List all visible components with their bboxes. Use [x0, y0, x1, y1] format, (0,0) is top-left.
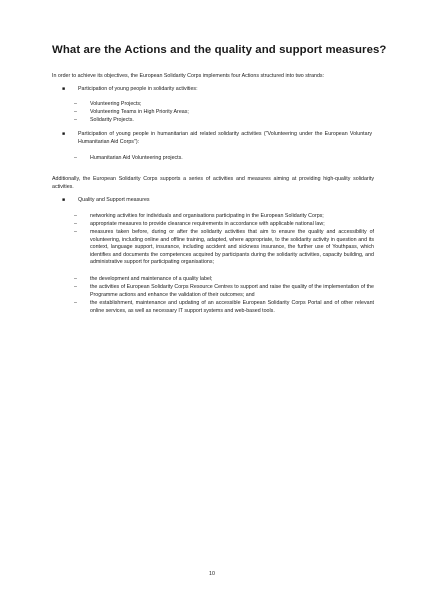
bullet-quality [62, 197, 372, 205]
intro-paragraph: In order to achieve its objectives, the European Solidarity Corps implements four Actions structured into two strands: [52, 73, 325, 79]
list-item-text: the activities of European Solidarity Corps Resource Centres to support and raise the quality of the implementation of the Programme actions and enhance the validation of their outcomes; and [90, 284, 374, 298]
list-item-text: networking activities for individuals and organisations participating in the European Solidarity Corps; [90, 213, 324, 219]
dash-icon: – [74, 155, 77, 161]
list-item-text: the establishment, maintenance and updating of an accessible European Solidarity Corps Portal and of other relevant online services, as well as necessary IT support systems and web-based tools. [90, 300, 374, 314]
dash-icon: – [74, 101, 77, 107]
list-item-text: Volunteering Teams in High Priority Areas; [90, 109, 189, 115]
dash-icon: – [74, 117, 77, 123]
list-item [74, 117, 374, 125]
list-item [74, 221, 374, 229]
list-item-text: Volunteering Projects; [90, 101, 142, 107]
list-item [74, 300, 374, 315]
dash-icon: – [74, 300, 77, 306]
list-item-text: Solidarity Projects. [90, 117, 134, 123]
strand-2-label: Participation of young people in humanitarian aid related solidarity activities ("Volunteering under the European Voluntary Humanitarian Aid Corps"): [78, 131, 372, 145]
list-item [74, 229, 374, 267]
list-item [74, 213, 374, 221]
strand-1-label: Participation of young people in solidarity activities: [78, 86, 198, 92]
list-item-text: measures taken before, during or after the solidarity activities that aim to ensure the quality and accessibility of volunteering, including online and offline training, adapted, where appropriate, to the solidarity activity in question and its context, language support, insurance, including accident and sickness insurance, the further use of Youthpass, which identifies and documents the competences acquired by participants during the solidarity activities, capacity building, and administrative support for participating organisations; [90, 229, 374, 266]
list-item [74, 276, 374, 284]
list-item [74, 155, 374, 163]
list-item-text: the development and maintenance of a quality label; [90, 276, 213, 282]
bullet-strand-2 [62, 131, 372, 146]
list-item [74, 284, 374, 299]
bullet-icon: ■ [62, 86, 66, 92]
dash-icon: – [74, 221, 77, 227]
list-item-text: appropriate measures to provide clearance requirements in accordance with applicable national law; [90, 221, 325, 227]
dash-icon: – [74, 109, 77, 115]
dash-icon: – [74, 229, 77, 235]
dash-icon: – [74, 284, 77, 290]
page-title: What are the Actions and the quality and support measures? [52, 44, 387, 56]
dash-icon: – [74, 276, 77, 282]
quality-label: Quality and Support measures [78, 197, 150, 203]
bullet-strand-1 [62, 86, 372, 94]
list-item-text: Humanitarian Aid Volunteering projects. [90, 155, 183, 161]
dash-icon: – [74, 213, 77, 219]
list-item [74, 101, 374, 109]
list-item [74, 109, 374, 117]
additionally-paragraph: Additionally, the European Solidarity Corps supports a series of activities and measures aiming at providing high-quality solidarity activities. [52, 176, 374, 190]
page-number: 10 [209, 571, 215, 577]
bullet-icon: ■ [62, 131, 66, 137]
bullet-icon: ■ [62, 197, 66, 203]
